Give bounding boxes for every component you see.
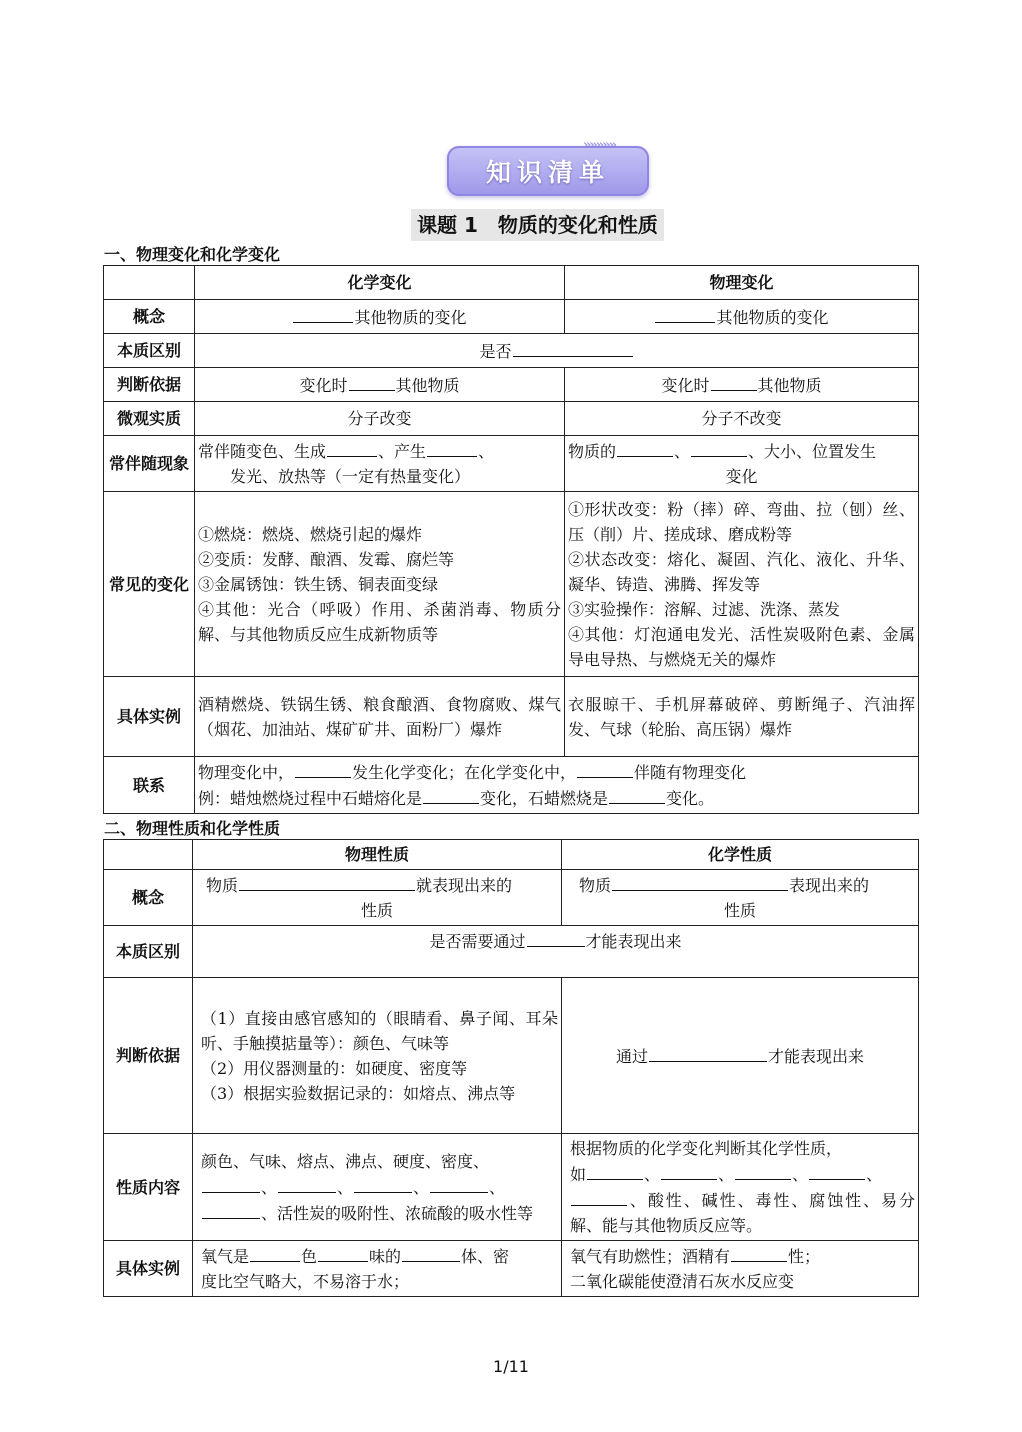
text: 氧气是 — [201, 1247, 250, 1266]
text: 度比空气略大，不易溶于水； — [201, 1272, 410, 1291]
list-item: ④其他：光合（呼吸）作用、杀菌消毒、物质分解、与其他物质反应生成新物质等 — [198, 599, 561, 644]
answer-blank — [402, 1243, 460, 1262]
chem-phenomena-cell — [195, 436, 565, 492]
text: 、 — [718, 1165, 735, 1184]
text: 、酸性、碱性、毒性、腐蚀性、易分解、能与其他物质反应等。 — [570, 1191, 915, 1235]
page-number: 1/11 — [493, 1357, 529, 1376]
row-label-basis: 判断依据 — [104, 368, 195, 402]
col-header-chem-property: 化学性质 — [562, 840, 919, 870]
text: 发生化学变化；在化学变化中， — [352, 763, 577, 782]
text: 、 — [644, 1165, 661, 1184]
col-header-chem-change: 化学变化 — [195, 266, 565, 300]
answer-blank — [617, 438, 673, 457]
answer-blank — [735, 1161, 791, 1180]
text: 、 — [478, 442, 495, 461]
list-item: ③金属锈蚀：铁生锈、铜表面变绿 — [198, 574, 439, 594]
list-item: ②状态改变：熔化、凝固、汽化、液化、升华、凝华、铸造、沸腾、挥发等 — [568, 549, 915, 594]
list-item: ①形状改变：粉（摔）碎、弯曲、拉（刨）丝、压（削）片、搓成球、磨成粉等 — [568, 499, 915, 544]
text: 二氧化碳能使澄清石灰水反应变 — [570, 1272, 795, 1291]
list-item: ④其他：灯泡通电发光、活性炭吸附色素、金属导电导热、与燃烧无关的爆炸 — [568, 624, 915, 669]
text: 发光、放热等（一定有热量变化） — [230, 467, 471, 486]
basis-pre-text: 变化时 — [661, 375, 710, 395]
chem-micro-cell: 分子改变 — [195, 402, 565, 436]
corner-cell — [104, 266, 195, 300]
list-item: ①燃烧：燃烧、燃烧引起的爆炸 — [198, 524, 423, 544]
text: 表现出来的 — [789, 876, 870, 895]
essence-text: 是否 — [479, 341, 512, 361]
text: 、 — [674, 442, 691, 461]
text: 才能表现出来 — [768, 1046, 865, 1066]
chem-concept-text: 其他物质的变化 — [354, 307, 467, 327]
phys-prop-examples-cell — [193, 1241, 562, 1297]
row-label-phenomena: 常伴随现象 — [104, 436, 195, 492]
relation-cell — [195, 757, 919, 814]
row-label-micro: 微观实质 — [104, 402, 195, 436]
answer-blank — [513, 338, 633, 357]
text: 物质 — [206, 876, 239, 895]
answer-blank — [293, 304, 353, 323]
text: 如 — [570, 1165, 587, 1184]
phys-prop-basis-cell — [193, 978, 562, 1134]
chem-prop-basis-cell — [562, 978, 919, 1134]
answer-blank — [691, 438, 747, 457]
answer-blank — [527, 928, 585, 947]
basis-post-text: 其他物质 — [757, 375, 822, 395]
phys-micro-cell: 分子不改变 — [565, 402, 919, 436]
text: 变化 — [725, 467, 758, 486]
text: 、活性炭的吸附性、浓硫酸的吸水性等 — [261, 1203, 534, 1223]
answer-blank — [430, 1174, 488, 1193]
answer-blank — [202, 1174, 260, 1193]
text: 味的 — [369, 1247, 402, 1266]
phys-concept-cell — [565, 300, 919, 334]
text: 常伴随变色、生成 — [198, 442, 327, 461]
text: 、 — [337, 1177, 354, 1197]
phys-examples-cell: 衣服晾干、手机屏幕破碎、剪断绳子、汽油挥发、气球（轮胎、高压锅）爆炸 — [565, 677, 919, 757]
answer-blank — [655, 304, 715, 323]
list-item: ②变质：发酵、酿酒、发霉、腐烂等 — [198, 549, 455, 569]
answer-blank — [239, 872, 415, 891]
answer-blank — [354, 1174, 412, 1193]
row-label-relation: 联系 — [104, 757, 195, 814]
essence-cell — [195, 334, 919, 368]
phys-prop-content-cell — [193, 1134, 562, 1241]
text: 、 — [866, 1165, 883, 1184]
row-label-common: 常见的变化 — [104, 492, 195, 677]
text: 例：蜡烛燃烧过程中石蜡熔化是 — [198, 789, 423, 808]
chem-common-cell — [195, 492, 565, 677]
answer-blank — [423, 785, 479, 804]
answer-blank — [577, 759, 633, 778]
text: 变化，石蜡燃烧是 — [480, 789, 609, 808]
list-item: ③实验操作：溶解、过滤、洗涤、蒸发 — [568, 599, 841, 619]
section-badge — [447, 138, 651, 200]
property-table — [103, 839, 919, 1297]
row-label-examples: 具体实例 — [104, 677, 195, 757]
text: 性质 — [723, 901, 756, 920]
corner-cell — [104, 840, 193, 870]
row-label-examples: 具体实例 — [104, 1241, 193, 1297]
text: 体、密 — [461, 1247, 510, 1266]
answer-blank — [202, 1200, 260, 1219]
text: 伴随有物理变化 — [634, 763, 747, 782]
text: 、 — [413, 1177, 430, 1197]
row-label-concept: 概念 — [104, 300, 195, 334]
phys-phenomena-cell — [565, 436, 919, 492]
chem-basis-cell — [195, 368, 565, 402]
text: 才能表现出来 — [585, 932, 682, 951]
answer-blank — [587, 1161, 643, 1180]
text: 性质 — [360, 901, 393, 920]
text: 、大小、位置发生 — [748, 442, 877, 461]
chem-prop-examples-cell — [562, 1241, 919, 1297]
answer-blank — [318, 1243, 368, 1262]
badge-label: 知识清单 — [447, 146, 649, 196]
col-header-phys-change: 物理变化 — [565, 266, 919, 300]
text: 物理变化中， — [198, 763, 295, 782]
answer-blank — [327, 438, 377, 457]
chem-examples-cell: 酒精燃烧、铁锅生锈、粮食酿酒、食物腐败、煤气（烟花、加油站、煤矿矿井、面粉厂）爆炸 — [195, 677, 565, 757]
text: 、 — [792, 1165, 809, 1184]
answer-blank — [649, 1043, 767, 1062]
answer-blank — [571, 1187, 627, 1206]
answer-blank — [349, 372, 395, 391]
row-label-content: 性质内容 — [104, 1134, 193, 1241]
list-item: （1）直接由感官感知的（眼睛看、鼻子闻、耳朵听、手触摸掂量等）：颜色、气味等 — [201, 1008, 558, 1053]
text: 、 — [261, 1177, 278, 1197]
text: 、 — [489, 1177, 506, 1197]
phys-basis-cell — [565, 368, 919, 402]
text: 色 — [301, 1247, 318, 1266]
row-label-concept: 概念 — [104, 870, 193, 926]
chem-concept-cell — [195, 300, 565, 334]
text: 物质 — [579, 876, 612, 895]
text: 、产生 — [378, 442, 427, 461]
text: 变化。 — [666, 789, 715, 808]
text: 通过 — [615, 1046, 648, 1066]
answer-blank — [250, 1243, 300, 1262]
list-item: （2）用仪器测量的：如硬度、密度等 — [201, 1058, 468, 1078]
phys-prop-concept-cell — [193, 870, 562, 926]
text: 氧气有助燃性；酒精有 — [570, 1247, 731, 1266]
row-label-essence: 本质区别 — [104, 926, 193, 978]
answer-blank — [731, 1243, 787, 1262]
list-item: （3）根据实验数据记录的：如熔点、沸点等 — [201, 1083, 516, 1103]
answer-blank — [295, 759, 351, 778]
text: 就表现出来的 — [416, 876, 513, 895]
phys-common-cell — [565, 492, 919, 677]
section-2-heading: 二、物理性质和化学性质 — [104, 819, 281, 838]
row-label-basis: 判断依据 — [104, 978, 193, 1134]
answer-blank — [609, 785, 665, 804]
answer-blank — [809, 1161, 865, 1180]
text: 是否需要通过 — [429, 932, 526, 951]
phys-concept-text: 其他物质的变化 — [716, 307, 829, 327]
basis-pre-text: 变化时 — [299, 375, 348, 395]
basis-post-text: 其他物质 — [395, 375, 460, 395]
answer-blank — [278, 1174, 336, 1193]
page-title: 课题 1 物质的变化和性质 — [411, 209, 664, 241]
prop-essence-cell — [193, 926, 919, 978]
text: 性； — [788, 1247, 821, 1266]
change-table — [103, 265, 919, 814]
text: 颜色、气味、熔点、沸点、硬度、密度、 — [201, 1151, 490, 1171]
answer-blank — [427, 438, 477, 457]
chem-prop-concept-cell — [562, 870, 919, 926]
chem-prop-content-cell — [562, 1134, 919, 1241]
col-header-phys-property: 物理性质 — [193, 840, 562, 870]
section-1-heading: 一、物理变化和化学变化 — [104, 245, 281, 264]
text: 物质的 — [568, 442, 617, 461]
answer-blank — [711, 372, 757, 391]
row-label-essence: 本质区别 — [104, 334, 195, 368]
answer-blank — [661, 1161, 717, 1180]
text: 根据物质的化学变化判断其化学性质， — [570, 1139, 843, 1158]
answer-blank — [612, 872, 788, 891]
